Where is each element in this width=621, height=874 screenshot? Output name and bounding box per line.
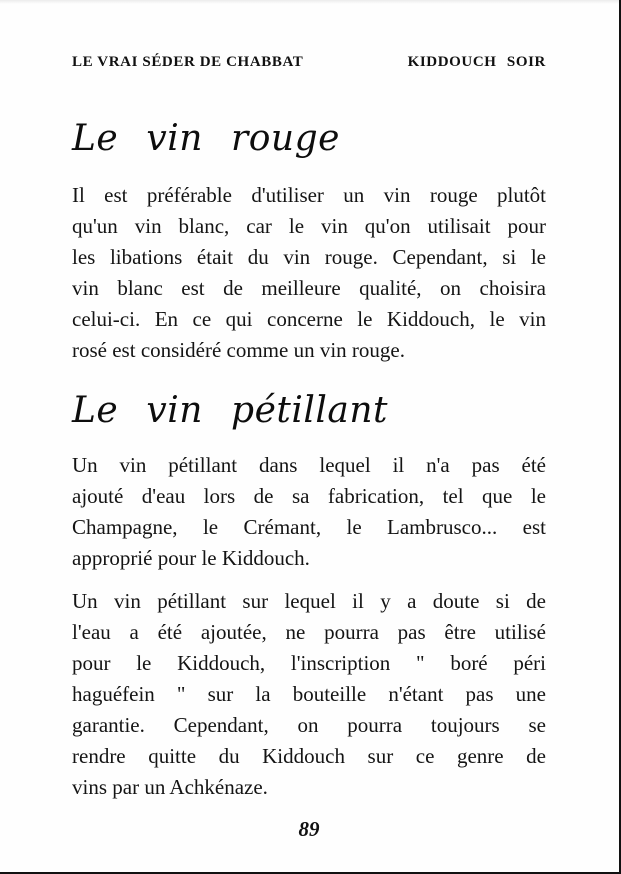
paragraph-line: haguéfein " sur la bouteille n'étant pas une [72,682,546,706]
page-number: 89 [298,817,320,841]
paragraph-line: rendre quitte du Kiddouch sur ce genre de [72,744,546,768]
paragraph-line: vin blanc est de meilleure qualité, on choisira [72,276,546,300]
paragraph-line: les libations était du vin rouge. Cependant, si le [72,245,546,269]
paragraph-line: rosé est considéré comme un vin rouge. [72,338,405,362]
running-header [72,0,546,72]
page-content [72,0,546,842]
section-heading-vin-petillant: Le vin pétillant [72,390,389,431]
paragraph-vin-petillant-1 [72,450,546,574]
paragraph-line: Un vin pétillant sur lequel il y a doute si de [72,589,546,613]
paragraph-line: Un vin pétillant dans lequel il n'a pas été [72,453,546,477]
paragraph-line: celui-ci. En ce qui concerne le Kiddouch, le vin [72,307,546,331]
page-footer [72,817,546,842]
running-header-section: KIDDOUCH SOIR [407,54,546,70]
paragraph-line: garantie. Cependant, on pourra toujours se [72,713,546,737]
paragraph-vin-rouge [72,180,546,366]
paragraph-line: vins par un Achkénaze. [72,775,268,799]
paragraph-line: pour le Kiddouch, l'inscription " boré péri [72,651,546,675]
paragraph-vin-petillant-2 [72,586,546,803]
paragraph-line: Champagne, le Crémant, le Lambrusco... est [72,515,546,539]
paragraph-line: l'eau a été ajoutée, ne pourra pas être utilisé [72,620,546,644]
paragraph-line: ajouté d'eau lors de sa fabrication, tel que le [72,484,546,508]
section-heading-vin-rouge: Le vin rouge [72,118,340,159]
paragraph-line: Il est préférable d'utiliser un vin rouge plutôt [72,183,546,207]
running-header-title: LE VRAI SÉDER DE CHABBAT [72,54,304,70]
paragraph-line: qu'un vin blanc, car le vin qu'on utilisait pour [72,214,546,238]
paragraph-line: approprié pour le Kiddouch. [72,546,310,570]
